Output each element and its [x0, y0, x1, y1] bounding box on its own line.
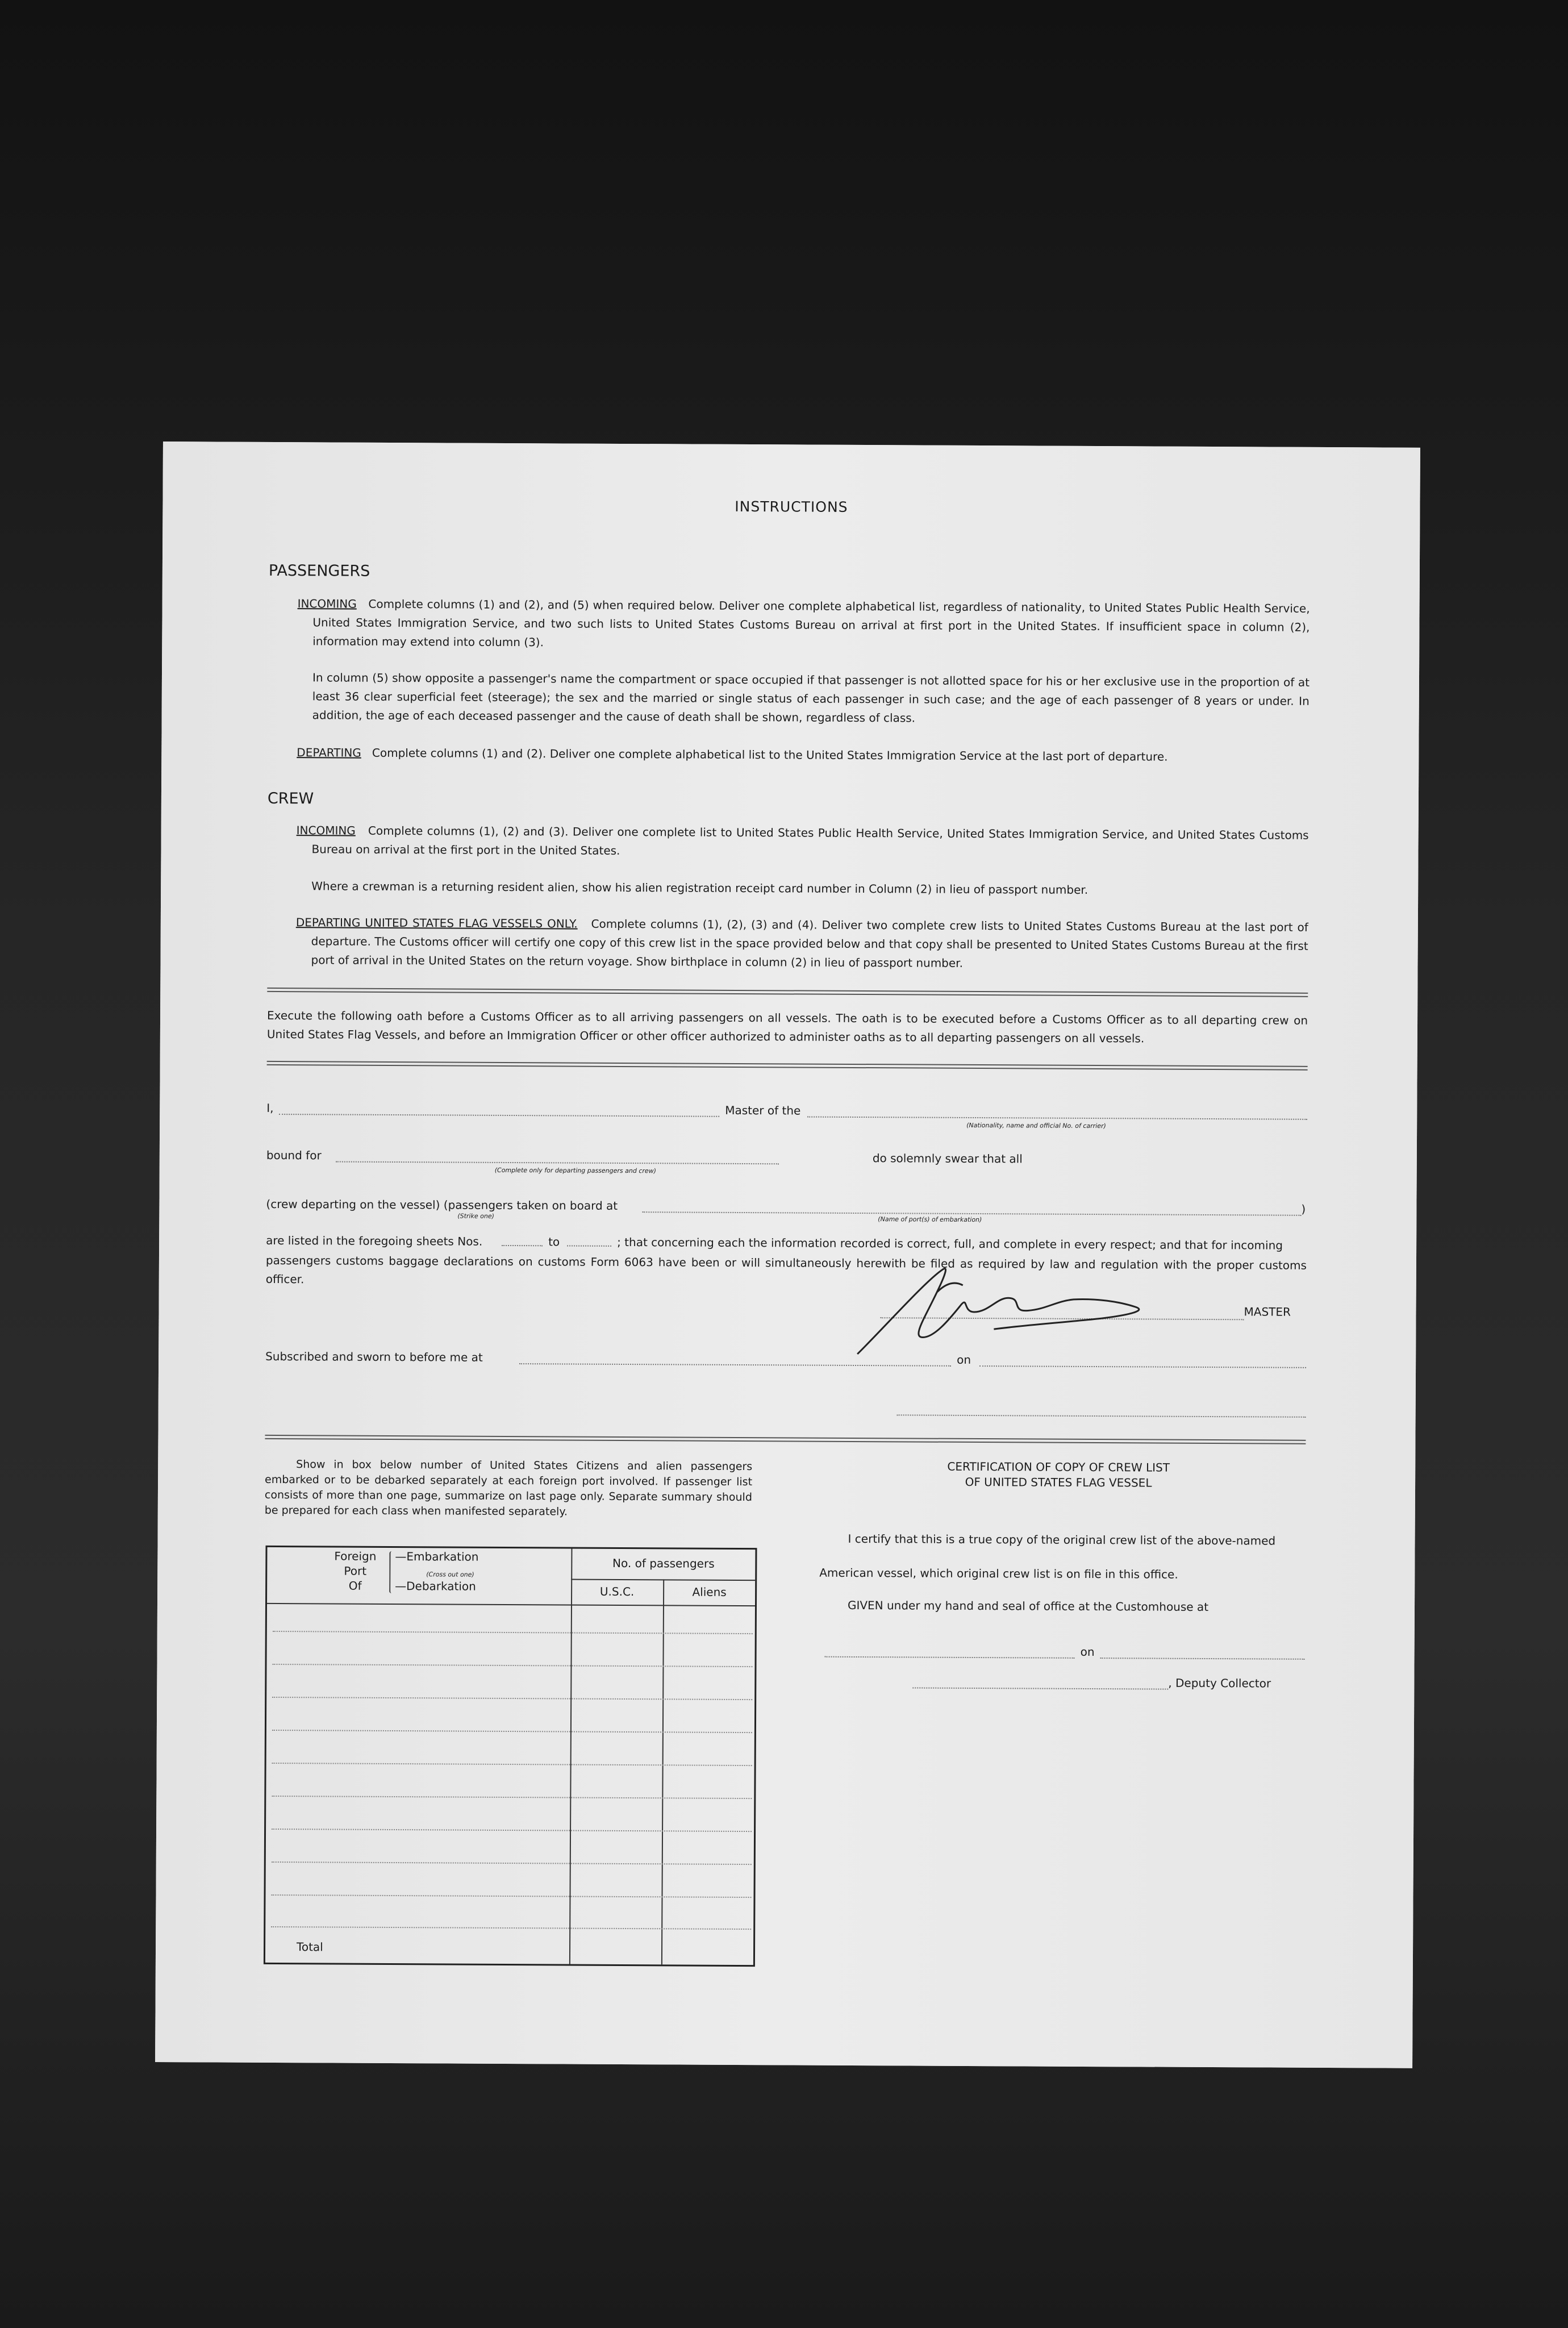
divider-rule	[267, 988, 1308, 997]
table-column-divider	[661, 1579, 664, 1964]
passengers-departing-label: DEPARTING	[297, 746, 361, 760]
certify-text-line-2: American vessel, which original crew list is on file in this office.	[819, 1565, 1178, 1581]
brace	[389, 1551, 394, 1593]
sheet-from-field[interactable]	[502, 1235, 543, 1246]
passenger-summary-table	[264, 1546, 757, 1967]
strike-caption: (Strike one)	[457, 1212, 494, 1220]
deputy-collector-label: , Deputy Collector	[1168, 1676, 1271, 1690]
embarkation-label: —Embarkation	[395, 1550, 479, 1564]
crew-departing-label: DEPARTING UNITED STATES FLAG VESSELS ONLY.	[295, 915, 578, 931]
table-row[interactable]	[272, 1861, 752, 1865]
page-title: INSTRUCTIONS	[735, 498, 848, 515]
carrier-caption: (Nationality, name and official No. of carrier)	[966, 1121, 1106, 1130]
usc-header: U.S.C.	[599, 1584, 635, 1599]
passengers-departing-text: Complete columns (1) and (2). Deliver one complete alphabetical list to the United States Immigration Service at the last port of departure.	[372, 746, 1168, 764]
crew-departing-paragraph	[295, 913, 1308, 974]
table-row[interactable]	[273, 1631, 753, 1634]
cross-out-caption: (Cross out one)	[426, 1571, 474, 1579]
sworn-date-field[interactable]	[979, 1355, 1306, 1368]
departing-caption: (Complete only for departing passengers and crew)	[494, 1166, 657, 1175]
bound-for-label: bound for	[266, 1148, 322, 1163]
summary-instructions: Show in box below number of United States Citizens and alien passengers embarked or to be debarked separately at each foreign port involved. If passenger list consists of more than one page, summarize on last page only. Separate summary should be prepared for each class when manifested separately.	[264, 1458, 753, 1518]
crew-incoming-paragraph	[296, 821, 1308, 864]
divider-rule	[267, 1061, 1308, 1071]
certification-date-field[interactable]	[1100, 1647, 1305, 1660]
debarkation-label: —Debarkation	[395, 1579, 476, 1593]
carrier-field[interactable]	[807, 1106, 1307, 1120]
certify-text-line-1: I certify that this is a true copy of the original crew list of the above-named	[848, 1531, 1276, 1548]
close-paren: )	[1301, 1202, 1306, 1216]
of-label: Of	[348, 1579, 362, 1593]
master-signature	[852, 1257, 1170, 1361]
crew-incoming-label: INCOMING	[296, 823, 356, 838]
passengers-departing-paragraph	[297, 743, 1309, 767]
divider-rule	[265, 1435, 1306, 1444]
passengers-incoming-text: Complete columns (1) and (2), and (5) when required below. Deliver one complete alphabetical list, regardless of nationality, to United States Public Health Service, United States Immigration Service, and two such lists to United States Customs Bureau on arrival at first port in the United States. If insufficient space in column (2), information may extend into column (3).	[312, 597, 1310, 649]
crew-incoming-text: Complete columns (1), (2) and (3). Deliver one complete list to United States Public Health Service, United States Immigration Service, and United States Customs Bureau on arrival at the first port in the United States.	[311, 823, 1309, 857]
sworn-on-label: on	[957, 1352, 971, 1367]
ports-caption: (Name of port(s) of embarkation)	[878, 1215, 982, 1224]
table-row[interactable]	[272, 1763, 752, 1766]
aliens-header: Aliens	[692, 1585, 727, 1599]
table-row[interactable]	[271, 1926, 751, 1930]
document-page	[155, 442, 1420, 2068]
bound-for-field[interactable]	[336, 1151, 779, 1165]
table-row[interactable]	[272, 1829, 752, 1832]
oath-i-label: I,	[266, 1101, 274, 1115]
crew-departing-text: Complete columns (1), (2), (3) and (4). Deliver two complete crew lists to United States Customs Bureau at the last port of departure. The Customs officer will certify one copy of this crew list in the space provided below and that copy shall be presented to United States Customs Bureau at the first port of arrival in the United States on the return voyage. Show birthplace in column (2) in lieu of passport number.	[311, 917, 1308, 970]
header-bottom-rule	[267, 1603, 755, 1606]
sheet-to-field[interactable]	[567, 1235, 611, 1246]
subscribed-label: Subscribed and sworn to before me at	[265, 1349, 483, 1364]
passengers-column5-paragraph: In column (5) show opposite a passenger's name the compartment or space occupied if that passenger is not allotted space for his or her exclusive use in the proportion of at least 36 clear superficial feet (steerage); the sex and the married or single status of each passenger in such case; and the age of each passenger of 8 years or under. In addition, the age of each deceased passenger and the cause of death shall be shown, regardless of class.	[312, 671, 1310, 725]
crew-heading: CREW	[267, 789, 314, 808]
given-text: GIVEN under my hand and seal of office at the Customhouse at	[847, 1598, 1209, 1614]
sworn-place-field[interactable]	[519, 1353, 951, 1367]
listed-statement: ; that concerning each the information recorded is correct, full, and complete in every respect; and that for incoming	[617, 1235, 1283, 1252]
passengers-heading: PASSENGERS	[268, 561, 370, 580]
table-row[interactable]	[272, 1796, 752, 1799]
deputy-collector-signature-field[interactable]	[912, 1677, 1168, 1689]
passengers-incoming-paragraph	[297, 594, 1310, 656]
foreign-label: Foreign	[334, 1549, 377, 1563]
table-column-divider	[569, 1549, 573, 1964]
foreign-port-of-label	[330, 1548, 381, 1593]
crew-departing-text: (crew departing on the vessel) (passengers taken on board at	[266, 1197, 618, 1213]
crew-resident-paragraph: Where a crewman is a returning resident alien, show his alien registration receipt card number in Column (2) in lieu of passport number.	[311, 879, 1089, 897]
passengers-incoming-label: INCOMING	[297, 597, 357, 611]
table-row[interactable]	[272, 1664, 752, 1667]
swear-text: do solemnly swear that all	[872, 1151, 1023, 1166]
listed-to-label: to	[548, 1235, 560, 1249]
port-label: Port	[344, 1564, 367, 1578]
oath-instructions: Execute the following oath before a Customs Officer as to all arriving passengers on all vessels. The oath is to be executed before a Customs Officer as to all departing crew on United States Flag Vessels, and before an Immigration Officer or other officer authorized to administer oaths as to all departing passengers on all vessels.	[266, 1008, 1308, 1046]
no-passengers-header: No. of passengers	[612, 1556, 715, 1571]
table-row[interactable]	[271, 1894, 751, 1898]
customhouse-place-field[interactable]	[825, 1646, 1075, 1659]
embarkation-ports-field[interactable]	[642, 1201, 1301, 1216]
certification-heading-line-2: OF UNITED STATES FLAG VESSEL	[965, 1475, 1152, 1490]
master-name-field[interactable]	[279, 1103, 719, 1117]
certification-heading-line-1: CERTIFICATION OF COPY OF CREW LIST	[947, 1459, 1170, 1475]
listed-sheets-label: are listed in the foregoing sheets Nos.	[266, 1233, 483, 1248]
table-row[interactable]	[272, 1730, 752, 1733]
certification-on-label: on	[1080, 1644, 1095, 1659]
table-row[interactable]	[272, 1697, 752, 1700]
baggage-declaration-text: passengers customs baggage declarations on customs Form 6063 have been or will simultaneously herewith be filed as required by law and regulation with the proper customs officer.	[265, 1253, 1307, 1286]
officer-signature-field[interactable]	[897, 1404, 1306, 1418]
master-of-the-label: Master of the	[725, 1103, 801, 1118]
certification-heading	[888, 1459, 1229, 1491]
master-label: MASTER	[1244, 1305, 1291, 1319]
total-label: Total	[296, 1940, 323, 1954]
